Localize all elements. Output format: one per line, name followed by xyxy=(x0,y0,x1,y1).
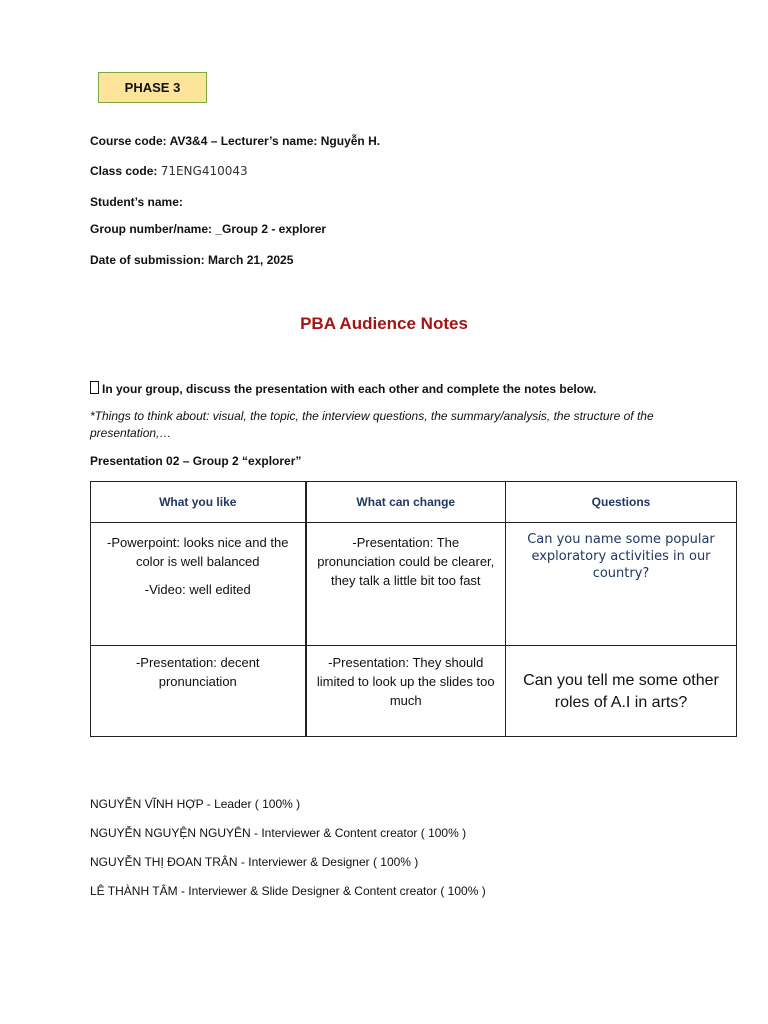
like-cell xyxy=(91,646,306,737)
instruction xyxy=(90,381,596,396)
header-what-you-like: What you like xyxy=(91,482,306,523)
page-title: PBA Audience Notes xyxy=(300,314,468,333)
student-name-line: Student’s name: xyxy=(90,195,183,209)
checkbox-glyph-icon xyxy=(90,381,99,394)
change-item: -Presentation: They should limited to look up the slides too much xyxy=(316,655,495,708)
group-line: Group number/name: _Group 2 - explorer xyxy=(90,222,327,236)
notes-table xyxy=(90,481,737,737)
question-item: Can you tell me some other roles of A.I in arts? xyxy=(523,672,719,711)
class-code-label: Class code: xyxy=(90,164,161,178)
like-item: -Video: well edited xyxy=(144,582,251,597)
table-row xyxy=(91,523,737,646)
change-item: -Presentation: The pronunciation could be clearer, they talk a little bit too fast xyxy=(317,535,495,588)
table-header-row xyxy=(91,482,737,523)
member-line: NGUYỄN NGUYỆN NGUYÊN - Interviewer & Content creator ( 100% ) xyxy=(90,826,467,840)
course-code-line: Course code: AV3&4 – Lecturer’s name: Nguyễn H. xyxy=(90,134,381,148)
like-cell xyxy=(91,523,306,646)
phase-label: PHASE 3 xyxy=(98,72,207,103)
change-cell xyxy=(306,523,506,646)
presentation-label: Presentation 02 – Group 2 “explorer” xyxy=(90,454,302,468)
question-item: Can you name some popular exploratory activities in our country? xyxy=(527,532,715,581)
question-cell xyxy=(506,523,737,646)
member-line: NGUYỄN THỊ ĐOAN TRÂN - Interviewer & Designer ( 100% ) xyxy=(90,855,419,869)
table-row xyxy=(91,646,737,737)
change-cell xyxy=(306,646,506,737)
think-about-note: *Things to think about: visual, the topic, the interview questions, the summary/analysis, the structure of the presentation,… xyxy=(90,409,654,440)
header-questions: Questions xyxy=(506,482,737,523)
class-code-line xyxy=(90,164,248,178)
header-what-can-change: What can change xyxy=(306,482,506,523)
submission-date-line: Date of submission: March 21, 2025 xyxy=(90,253,294,267)
member-line: LÊ THÀNH TÂM - Interviewer & Slide Designer & Content creator ( 100% ) xyxy=(90,884,486,898)
class-code-value: 71ENG410043 xyxy=(160,164,248,178)
question-cell xyxy=(506,646,737,737)
like-item: -Powerpoint: looks nice and the color is well balanced xyxy=(107,535,289,569)
like-item: -Presentation: decent pronunciation xyxy=(135,655,260,689)
member-line: NGUYỄN VĨNH HỢP - Leader ( 100% ) xyxy=(90,797,301,811)
instruction-text: In your group, discuss the presentation with each other and complete the notes below. xyxy=(102,382,597,396)
